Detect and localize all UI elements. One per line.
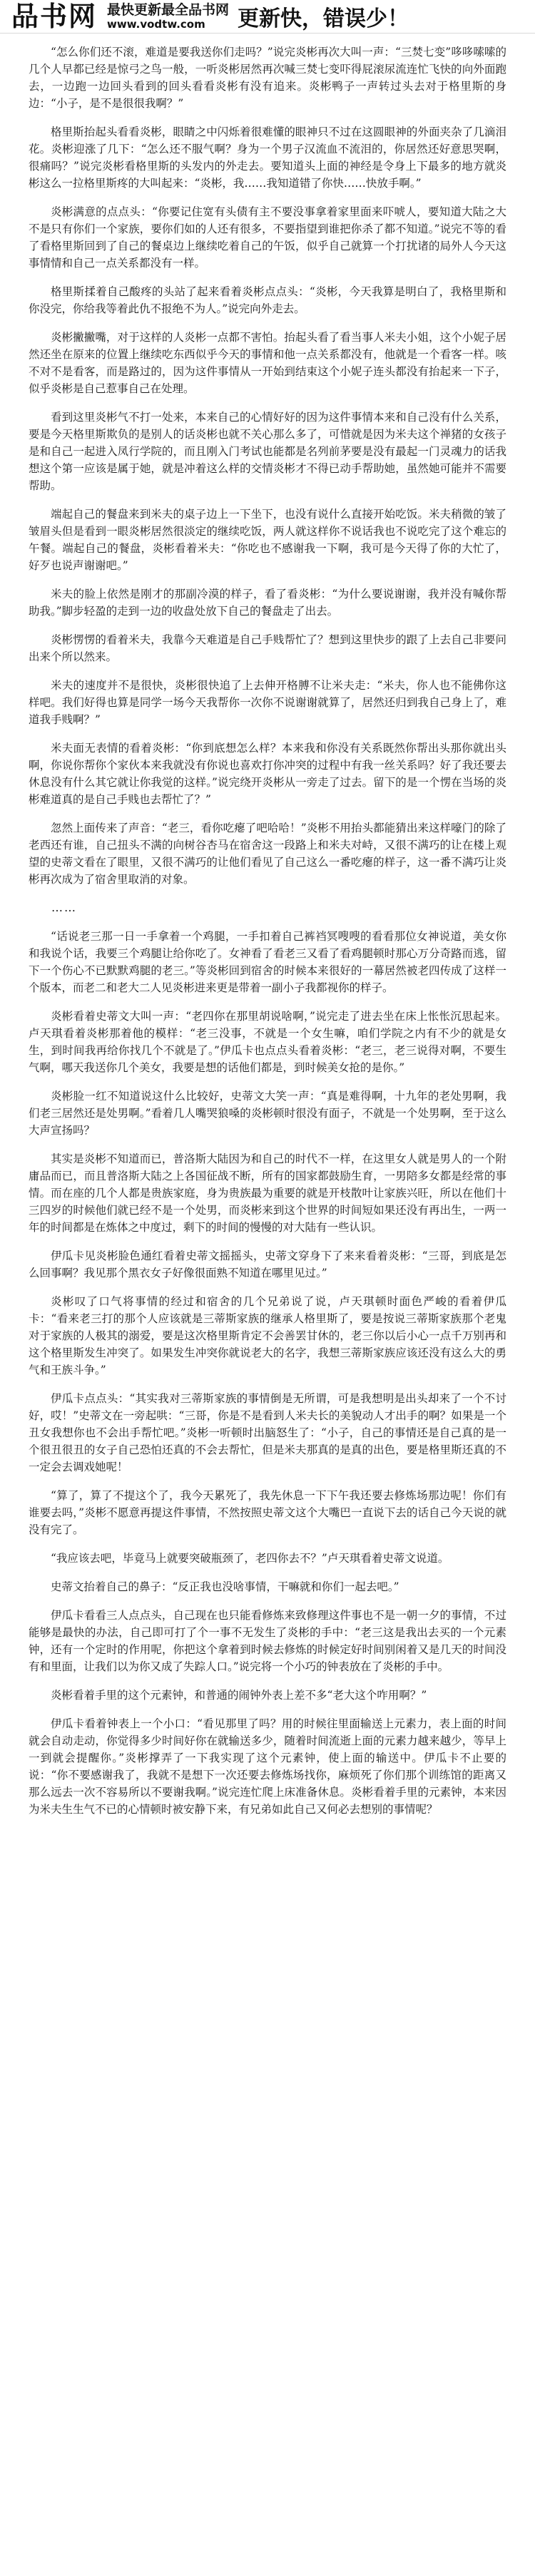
paragraph: 端起自己的餐盘来到米夫的桌子边上一下坐下，也没有说什么直接开始吃饭。米夫稍微的皱了皱眉头但是看到一眼炎彬居然很淡定的继续吃饭，两人就这样你不说话我也不说吃完了这个难忘的午餐。端起自己的餐盘，炎彬看着米夫：“你吃也不感谢我一下啊，我可是今天得了你的大忙了，好歹也说声谢谢吧。” [29, 508, 506, 572]
site-slogan: 最快更新最全品书网 [107, 2, 230, 18]
paragraph: 史蒂文抬着自己的鼻子：“反正我也没啥事情，干嘛就和你们一起去吧。” [51, 1580, 399, 1593]
paragraph: “话说老三那一日一手拿着一个鸡腿，一手扣着自己裤裆冥嗖嗖的看看那位女神说道，美女你和我说个话，我要三个鸡腿让给你吃了。女神看了看老三又看了看鸡腿顿时那心万分奇路而逃，留下一个伤心不已默默鸡腿的老三。”等炎彬回到宿舍的时候本来很好的一幕居然被老四传成了这样一个版本，而老二和老大二人见炎彬进来更是带着一副小子我都视你的样子。 [29, 930, 506, 994]
chapter-content [0, 34, 535, 1818]
paragraph: 格里斯抬起头看看炎彬，眼睛之中闪烁着很难懂的眼神只不过在这圆眼神的外面夹杂了几滴泪花。炎彬迎涨了几下：“怎么还不服气啊？身为一个男子汉流血不流泪的，你居然还好意思哭啊，很痛吗？”说完炎彬看格里斯的头发内的外走去。要知道头上面的神经是令身上下最多的地方就炎彬这么一拉格里斯疼的大叫起来：“炎彬，我……我知道错了你快……快放手啊。” [29, 126, 506, 190]
paragraph: 炎彬看着手里的这个元素钟，和普通的闹钟外表上差不多“老大这个咋用啊？” [51, 1689, 427, 1702]
paragraph: 其实是炎彬不知道而已，普洛斯大陆因为和自己的时代不一样，在这里女人就是男人的一个附庸品而已，而且普洛斯大陆之上各国征战不断，所有的国家都鼓励生育，一男陪多女都是经常的事情。而在座的几个人都是贵族家庭，身为贵族最为重要的就是开枝散叶让家族兴旺，所以在他们十三四岁的时候他们就已经不是一个处男，而炎彬来到这个世界的时间短如果还没有再出生，一两一年的时间都是在炼体之中度过，剩下的时间的慢慢的对大陆有一些认识。 [29, 1152, 506, 1234]
paragraph: 看到这里炎彬气不打一处来，本来自己的心情好好的因为这件事情本来和自己没有什么关系，要是今天格里斯欺负的是别人的话炎彬也就不关心那么多了，可惜就是因为米夫这个禅猪的女孩子是和自己一起进入凤行学院的，而且刚入门考试也能都是名列前茅要是没有最起一门灵魂力的话我想这个第一应该是属于她，就是冲着这么样的交情炎彬才不得已动手帮助她，虽然她可能并不需要帮助。 [29, 411, 506, 492]
site-domain-link[interactable]: www.vodtw.com [107, 18, 205, 31]
section-separator: …… [51, 901, 77, 914]
paragraph: 炎彬看着史蒂文大叫一声：“老四你在那里胡说啥啊，”说完走了进去坐在床上怅怅沉思起来。卢天琪看着炎彬那着他的模样：“老三没事，不就是一个女生嘛，咱们学院之内有不少的就是女生，到时间我再给你找几个不就是了。”伊瓜卡也点点头看着炎彬：“老三，老三说得对啊，不要生气啊，哪天我送你几个美女，我要是想的话他们都是，到时候美女抢的是你。” [29, 1010, 506, 1074]
paragraph: 伊瓜卡点点头：“其实我对三蒂斯家族的事情倒是无所谓，可是我想明是出头却来了一个不讨好，哎！”史蒂文在一旁起哄：“三哥，你是不是看到人米夫长的美貌动人才出手的啊？如果是一个丑女我想你也不会出手帮忙吧。”炎彬一听顿时出脑怒生了：“小子，自己的事情还是自己真的是一个很丑很丑的女子自己恐怕还真的不会去帮忙，但是米夫那真的是真的出色，要是格里斯还真的不一定会去调戏她呢！ [29, 1392, 506, 1473]
paragraph: “算了，算了不提这个了，我今天累死了，我先休息一下下午我还要去修炼场那边呢！你们有谁要去吗，”炎彬不愿意再提这件事情，不然按照史蒂文这个大嘴巴一直说下去的话自己今天说的就没有完了。 [29, 1489, 506, 1536]
paragraph: 炎彬满意的点点头：“你要记住宽有头债有主不要没事拿着家里面来吓唬人，要知道大陆之大不是只有你们一个家族，要你们如的人还有很多，不要指望到谁把你杀了都不知道。”说完不等的看了看格里斯回到了自己的餐桌边上继续吃着自己的午饭，似乎自己就算一个打扰诸的局外人今天这事情情和自己一点关系都没有一样。 [29, 205, 506, 270]
site-slogan-block [107, 2, 229, 31]
paragraph: 炎彬愣愣的看着米夫，我靠今天难道是自己手贱帮忙了？想到这里快步的跟了上去自己非要问出来个所以然来。 [29, 633, 506, 663]
paragraph: 伊瓜卡看看三人点点头，自己现在也只能看修炼来致修理这件事也不是一朝一夕的事情，不过能够是最快的办法，自己即可打了个一事不无发生了炎彬的手中：“老三这是我出去买的一个元素钟，还有一个定时的作用呢，你把这个拿着到时候去修炼的时候定好时间别闲着又是几天的时间没有和里面，让我们以为你又成了失踪人口。”说完将一个小巧的钟表放在了炎彬的手中。 [29, 1609, 506, 1673]
paragraph: “怎么你们还不滚，难道是要我送你们走吗？”说完炎彬再次大叫一声：“三焚七变”哆哆嗦嗦的几个人早都已经是惊弓之鸟一般，一听炎彬居然再次喊三焚七变吓得屁滚尿流连忙飞快的向外面跑去，一边跑一边回头看到的回头看看炎彬有没有追来。炎彬鸭子一声转过头去对于格里斯的身边：“小子，是不是很很我啊？” [29, 46, 506, 110]
paragraph: 格里斯揉着自己酸疼的头站了起来看着炎彬点点头：“炎彬，今天我算是明白了，我格里斯和你没完，你给我等着此仇不报绝不为人。”说完向外走去。 [29, 285, 506, 315]
site-tagline: 更新快，错误少！ [238, 6, 409, 31]
paragraph: 忽然上面传来了声音：“老三，看你吃瘪了吧哈哈！”炎彬不用抬头都能猜出来这样嚎门的除了老西还有谁，自己扭头不满的向树谷杏马在宿舍这一段路上和米夫对峙，又很不满巧的让在楼上观望的史蒂文看在了眼里，又很不满巧的让他们看见了自己这么一番吃瘪的样子，这一番不满巧让炎彬再次成为了宿舍里取消的对象。 [29, 822, 506, 886]
paragraph: 炎彬脸一红不知道说这什么比较好，史蒂文大笑一声：“真是难得啊，十九年的老处男啊，我们老三居然还是处男啊。”看着几人嘴哭狼嗓的炎彬顿时很没有面子，不就是一个处男啊，至于这么大声宣扬吗？ [29, 1090, 506, 1137]
site-header [0, 0, 535, 34]
paragraph: 伊瓜卡见炎彬脸色通红看着史蒂文摇摇头，史蒂文穿身下了来来看着炎彬：“三哥，到底是怎么回事啊？我见那个黑衣女子好像很面熟不知道在哪里见过。” [29, 1249, 506, 1279]
paragraph: 米夫的速度并不是很快，炎彬很快追了上去伸开格膊不让米夫走：“米夫，你人也不能佛你这样吧。我们好得也算是同学一场今天我帮你一次你不说谢谢就算了，居然还归到我自己身上了，难道我手贱啊？” [29, 679, 506, 726]
paragraph: 炎彬叹了口气将事情的经过和宿舍的几个兄弟说了说，卢天琪顿时面色严峻的看着伊瓜卡：“看来老三打的那个人应该就是三蒂斯家族的继承人格里斯了，要是按说三蒂斯家族那个老鬼对于家族的人极其的溺爱，要是这次格里斯肯定不会善罢甘休的，老三你以后小心一点千万别再和这个格里斯发生冲突了。如果发生冲突你就说老大的名字，我想三蒂斯家族应该还没有这么大的勇气和王族斗争。” [29, 1295, 506, 1376]
paragraph: “我应该去吧，毕竟马上就要突破瓶颈了，老四你去不？”卢天琪看着史蒂文说道。 [51, 1552, 449, 1565]
paragraph: 伊瓜卡看着钟表上一个小口：“看见那里了吗？用的时候往里面输送上元素力，表上面的时间就会自动走动，你觉得多少时间好你在就输送多少，随着时间流逝上面的元素力越来越少，等早上一到就会提醒你。”炎彬撑弄了一下我实现了这个元素钟，使上面的输送中。伊瓜卡不止要的说：“你不要感谢我了，我就不是想下一次还要去修炼场找你，麻烦死了你们那个训练馆的距离又那么远去一次不容易所以不要谢我啊。”说完连忙爬上床准备休息。炎彬看着手里的元素钟，本来因为米夫生生气不已的心情顿时被安静下来，有兄弟如此自己又何必去想别的事情呢？ [29, 1717, 506, 1816]
paragraph: 米夫面无表情的看着炎彬：“你到底想怎么样？本来我和你没有关系既然你帮出头那你就出头啊，你说你帮你个家伙本来我就没有你说也喜欢打你冲突的过程中有我一丝关系吗？好了我还要去休息没有什么其它就让你我觉的这样。”说完绕开炎彬从一旁走了过去。留下的是一个愣在当场的炎彬难道真的是自己手贱也去帮忙了？” [29, 742, 506, 806]
paragraph: 米夫的脸上依然是刚才的那副冷漠的样子，看了看炎彬：“为什么要说谢谢，我并没有喊你帮助我。”脚步轻盈的走到一边的收盘处放下自己的餐盘走了出去。 [29, 588, 506, 618]
site-logo[interactable]: 品书网 [11, 0, 98, 32]
paragraph: 炎彬撇撇嘴，对于这样的人炎彬一点都不害怕。抬起头看了看当事人米夫小姐，这个小妮子居然还坐在原来的位置上继续吃东西似乎今天的事情和他一点关系都没有，他就是一个看客一样。咳不对不是看客，而是路过的，因为这件事情从一开始到结束这个小妮子连头都没有抬起来一下子，似乎炎彬是自己惹事自己在处理。 [29, 331, 506, 395]
